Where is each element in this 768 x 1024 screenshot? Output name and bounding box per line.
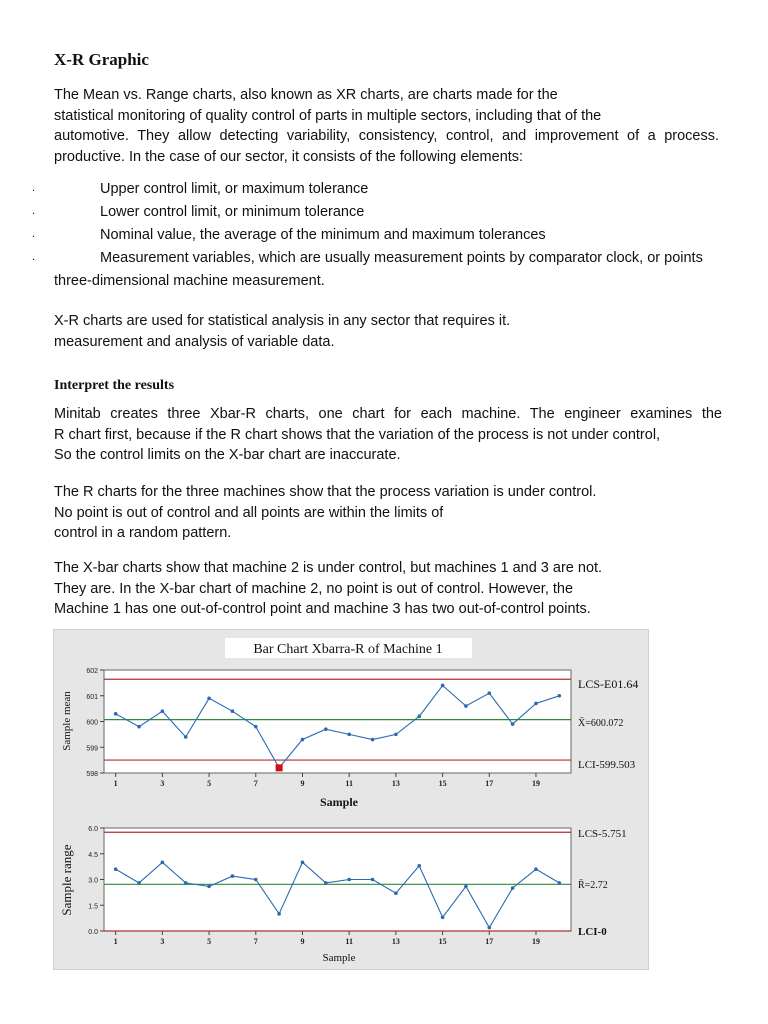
- xbar-center-label: X̄=600.072: [578, 718, 624, 729]
- bullet-marker: .: [32, 182, 36, 194]
- r-data-point: [301, 861, 305, 865]
- intro-line: statistical monitoring of quality control of parts in multiple sectors, including that of the: [54, 107, 602, 124]
- r-data-point: [161, 861, 165, 865]
- r-x-tick-label: 11: [345, 937, 353, 946]
- interpret-line: No point is out of control and all points are within the limits of: [54, 504, 444, 521]
- interpret-line: Minitab creates three Xbar-R charts, one chart for each machine. The engineer examines the: [54, 406, 722, 422]
- r-y-tick-label: 3.0: [88, 877, 98, 885]
- xbar-data-point: [394, 733, 398, 737]
- r-data-point: [137, 881, 141, 885]
- r-x-axis-label: Sample: [322, 952, 356, 964]
- bullet-item: Lower control limit, or minimum tolerance: [100, 204, 365, 220]
- intro-line: The Mean vs. Range charts, also known as XR charts, are charts made for the: [54, 87, 558, 103]
- usage-line: measurement and analysis of variable data.: [54, 333, 335, 350]
- interpret-line: R chart first, because if the R chart shows that the variation of the process is not under control,: [54, 426, 661, 443]
- usage-paragraph: [54, 311, 724, 352]
- r-ucl-label: LCS-5.751: [578, 828, 627, 840]
- r-data-point: [417, 864, 421, 868]
- xbar-data-point: [231, 709, 235, 713]
- xbar-x-tick-label: 7: [253, 779, 258, 788]
- interpret-line: So the control limits on the X-bar chart are inaccurate.: [54, 447, 401, 463]
- r-lcl-label: LCI-0: [578, 926, 607, 938]
- r-x-tick-label: 13: [391, 937, 400, 946]
- interpret-paragraph-3: [54, 558, 724, 620]
- xbar-y-tick-label: 600: [86, 719, 98, 727]
- xbar-y-tick-label: 599: [86, 745, 98, 753]
- xbar-r-chart-panel: [53, 629, 649, 970]
- xbar-plot-area: [104, 670, 571, 773]
- xbar-x-axis-label: Sample: [319, 795, 359, 809]
- xbar-data-point: [207, 697, 211, 701]
- r-center-label: R̄=2.72: [578, 880, 608, 891]
- r-data-point: [371, 878, 375, 882]
- r-x-tick-label: 3: [160, 937, 165, 946]
- interpret-line: The X-bar charts show that machine 2 is under control, but machines 1 and 3 are not.: [54, 560, 603, 576]
- xbar-data-point: [161, 709, 165, 713]
- bullet-item: Measurement variables, which are usually measurement points by comparator clock, or points: [100, 250, 703, 266]
- xbar-data-point: [441, 684, 445, 688]
- r-data-point: [114, 867, 118, 871]
- r-plot-area: [104, 828, 571, 931]
- interpret-paragraph-1: [54, 404, 724, 466]
- interpret-line: control in a random pattern.: [54, 525, 232, 541]
- r-x-tick-label: 9: [300, 937, 305, 946]
- r-y-tick-label: 4.5: [88, 851, 98, 859]
- xbar-data-point: [324, 727, 328, 731]
- xbar-data-point: [114, 712, 118, 716]
- xbar-ucl-label: LCS-E01.64: [578, 677, 639, 691]
- r-data-point: [254, 878, 258, 882]
- r-data-point: [207, 885, 211, 889]
- xbar-x-tick-label: 1: [113, 779, 118, 788]
- interpret-line: The R charts for the three machines show that the process variation is under control.: [54, 484, 597, 500]
- r-x-tick-label: 19: [531, 937, 540, 946]
- xbar-y-tick-label: 598: [86, 771, 98, 778]
- intro-line: productive. In the case of our sector, it consists of the following elements:: [54, 148, 524, 165]
- r-data-point: [464, 885, 468, 889]
- intro-paragraph: [54, 85, 724, 167]
- xbar-x-tick-label: 5: [207, 779, 212, 788]
- r-y-tick-label: 0.0: [88, 929, 98, 936]
- page-title: X-R Graphic: [54, 50, 149, 69]
- xbar-y-axis-label: Sample mean: [61, 691, 73, 751]
- xbar-x-tick-label: 15: [438, 779, 447, 788]
- xbar-y-tick-label: 601: [86, 693, 98, 701]
- r-x-tick-label: 15: [438, 937, 447, 946]
- r-data-point: [231, 874, 235, 878]
- xbar-data-point: [417, 715, 421, 719]
- bullet-item: Nominal value, the average of the minimum and maximum tolerances: [100, 227, 546, 243]
- xbar-data-point: [301, 738, 305, 742]
- xbar-data-point: [371, 738, 375, 742]
- interpret-heading: Interpret the results: [54, 378, 175, 393]
- xbar-data-point: [137, 725, 141, 729]
- interpret-line: They are. In the X-bar chart of machine 2, no point is out of control. However, the: [54, 580, 574, 597]
- xbar-data-point: [487, 691, 491, 695]
- r-data-point: [511, 886, 515, 890]
- r-y-tick-label: 1.5: [88, 903, 98, 911]
- r-x-tick-label: 7: [253, 937, 258, 946]
- r-data-point: [277, 912, 281, 916]
- xbar-lcl-label: LCI-599.503: [578, 759, 636, 771]
- xbar-x-tick-label: 17: [485, 779, 494, 788]
- r-x-tick-label: 17: [485, 937, 494, 946]
- bullet-marker: .: [32, 205, 36, 217]
- xbar-data-point: [254, 725, 258, 729]
- usage-line: X-R charts are used for statistical analysis in any sector that requires it.: [54, 313, 511, 329]
- interpret-paragraph-2: [54, 482, 724, 544]
- bullet-item: Upper control limit, or maximum tolerance: [100, 181, 369, 197]
- xbar-data-point: [464, 704, 468, 708]
- xbar-x-tick-label: 3: [160, 779, 165, 788]
- xbar-data-point: [184, 735, 188, 739]
- bullet-marker: .: [32, 228, 36, 240]
- bullet-marker: .: [32, 251, 36, 263]
- r-y-axis-label: Sample range: [59, 844, 74, 916]
- r-data-point: [441, 915, 445, 919]
- xbar-r-chart: [54, 630, 650, 971]
- xbar-x-tick-label: 19: [531, 779, 540, 788]
- xbar-data-point: [534, 702, 538, 706]
- r-x-tick-label: 5: [207, 937, 212, 946]
- bullet-continuation: three-dimensional machine measurement.: [54, 273, 325, 289]
- xbar-data-point: [511, 722, 515, 726]
- r-data-point: [558, 881, 562, 885]
- r-data-point: [487, 926, 491, 930]
- r-data-point: [347, 878, 351, 882]
- xbar-x-tick-label: 9: [300, 779, 305, 788]
- intro-line: automotive. They allow detecting variability, consistency, control, and improvement of a process.: [54, 128, 719, 144]
- interpret-line: Machine 1 has one out-of-control point and machine 3 has two out-of-control points.: [54, 601, 591, 617]
- r-data-point: [184, 881, 188, 885]
- r-x-tick-label: 1: [113, 937, 118, 946]
- xbar-y-tick-label: 602: [86, 668, 98, 675]
- xbar-out-of-control-point: [276, 764, 283, 771]
- chart-title: Bar Chart Xbarra-R of Machine 1: [253, 642, 443, 657]
- xbar-x-tick-label: 13: [391, 779, 400, 788]
- r-data-point: [324, 881, 328, 885]
- xbar-data-point: [347, 733, 351, 737]
- xbar-data-point: [558, 694, 562, 698]
- r-y-tick-label: 6.0: [88, 826, 98, 833]
- xbar-x-tick-label: 11: [345, 779, 353, 788]
- r-data-point: [534, 867, 538, 871]
- r-data-point: [394, 891, 398, 895]
